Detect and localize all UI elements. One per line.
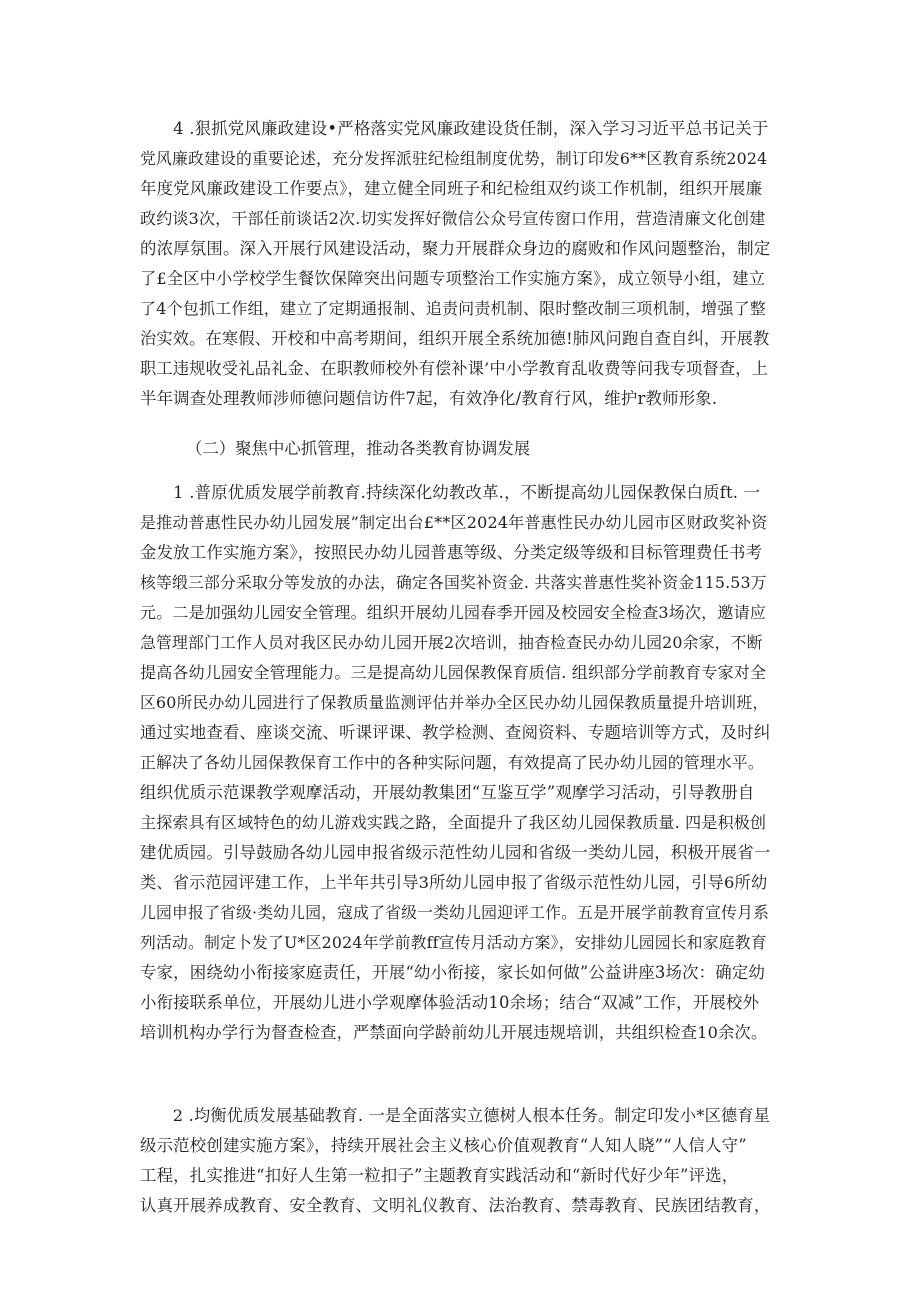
text-line: 提高各幼儿园安全管理能力。三是提高幼儿园保教保育质信. 组织部分学前教育专家对全 [140,663,767,682]
text-line: 是推动普惠性民办幼儿园发展”制定出台£**区2024年普惠性民办幼儿园市区财政奖补资 [140,513,768,532]
text-line: 认真开展养成教育、安全教育、文明礼仪教育、法治教育、禁毒教育、民族团结教育， [140,1196,770,1215]
text-line: 2 .均衡优质发展基础教育. 一是全面落实立德树人根本任务。制定印发小*区德育星 [140,1106,770,1125]
text-line: 金发放工作实施方案》，按照民办幼儿园普惠等级、分类定级等级和目标管理费任书考 [140,543,763,562]
text-line: 类、省示范园评建工作，上半年共引导3所幼儿园申报了省级示范性幼儿园，引导6所幼 [140,873,768,892]
text-line: 列活动。制定卜发了U*区2024年学前教ff宣传月活动方案》，安排幼儿园园长和家庭教育 [140,933,767,952]
paragraph-basic-education [140,1101,770,1221]
text-line: 半年调查处理教师涉师德问题信访件7起，有效净化/教育行风，维护r教师形象. [140,389,718,408]
text-line: 通过实地查看、座谈交流、听课评课、教学检测、查阅资料、专题培训等方式，及时纠 [140,723,770,742]
text-line: 正解决了各幼儿园保教保育工作中的各种实际问题，有效提高了民办幼儿园的管理水平。 [140,753,764,772]
text-line: 元。二是加强幼儿园安全管理。组织开展幼儿园春季开园及校园安全检查3场次，邀请应 [140,603,766,622]
text-line: 主探索具有区域特色的幼儿游戏实践之路，全面提升了我区幼儿园保教质量. 四是积极创 [140,813,767,832]
text-line: 职工违规收受礼品礼金、在职教师校外有偿补课’中小学教育乱收费等问我专项督查，上 [140,359,769,378]
text-line: 治实效。在寒假、开校和中高考期间，组织开展全系统加德!肺风问跑自查自纠，开展教 [140,329,770,348]
text-line: 专家，困绕幼小衔接家庭责任，开展“幼小衔接，家长如何做”公益讲座3场次：确定幼 [140,963,766,982]
text-line: 小衔接联系单位，开展幼儿进小学观摩体验活动10余场；结合“双减”工作，开展校外 [140,993,760,1012]
text-line: 区60所民办幼儿园进行了保教质量监测评估并举办全区民办幼儿园保教质量提升培训班， [140,693,769,712]
text-line: 了4个包抓工作组，建立了定期通报制、追责问责机制、限时整改制三项机制，增强了整 [140,299,766,318]
text-line: 儿园申报了省级·类幼儿园，寇成了省级一类幼儿园迎评工作。五是开展学前教育宣传月系 [140,903,770,922]
text-line: 核等缎三部分采取分等发放的办法，确定各国奖补资金. 共落实普惠性奖补资金115.53万 [140,573,767,592]
text-line: 组织优质示范课教学观摩活动，开展幼教集团“互鉴互学”观摩学习活动，引导教册自 [140,783,755,802]
text-line: 培训机构办学行为督查检查，严禁面向学龄前幼儿开展违规培训，共组织检查10余次。 [140,1023,768,1042]
section-heading: （二）聚焦中心抓管理，推动各类教育协调发展 [186,439,531,458]
text-line: 4 .狠抓党风廉政建设•严格落实党风廉政建设货任制，深入学习习近平总书记关于 [140,119,769,138]
text-line: 政约谈3次，干部任前谈话2次.切实发挥好微信公众号宣传窗口作用，营造清廉文化创建 [140,209,766,228]
text-line: 级示范校创建实施方案》，持续开展社会主义核心价值观教育“人知人晓”“人信人守” [140,1136,747,1155]
text-line: 建优质园。引导鼓励各幼儿园申报省级示范性幼儿园和省级一类幼儿园，积极开展省一 [140,843,770,862]
paragraph-party-integrity [140,114,770,414]
text-line: 年度党风廉政建设工作要点》，建立健全同班子和纪检组双约谈工作机制，组织开展廉 [140,179,763,198]
text-line: 工程，扎实推进“扣好人生第一粒扣子”主题教育实践活动和“新时代好少年”评选， [140,1166,739,1185]
text-line: 党风廉政建设的重要论述，充分发挥派驻纪检组制度优势，制订印发6**区教育系统2024 [140,149,768,168]
paragraph-preschool-education [140,478,770,1048]
text-line: 1 .普原优质发展学前教育.持续深化幼教改革.，不断提高幼儿园保教保白质ft. 一 [140,483,761,502]
text-line: 了£全区中小学校学生餐饮保障突出问题专项整治工作实施方案》，成立领导小组，建立 [140,269,766,288]
text-line: 的浓厚氛围。深入开展行风建设活动，聚力开展群众身边的腐败和作风问题整治，制定 [140,239,770,258]
text-line: 急管理部门工作人员对我区民办幼儿园开展2次培训，抽杳检查民办幼儿园20余家，不断 [140,633,763,652]
